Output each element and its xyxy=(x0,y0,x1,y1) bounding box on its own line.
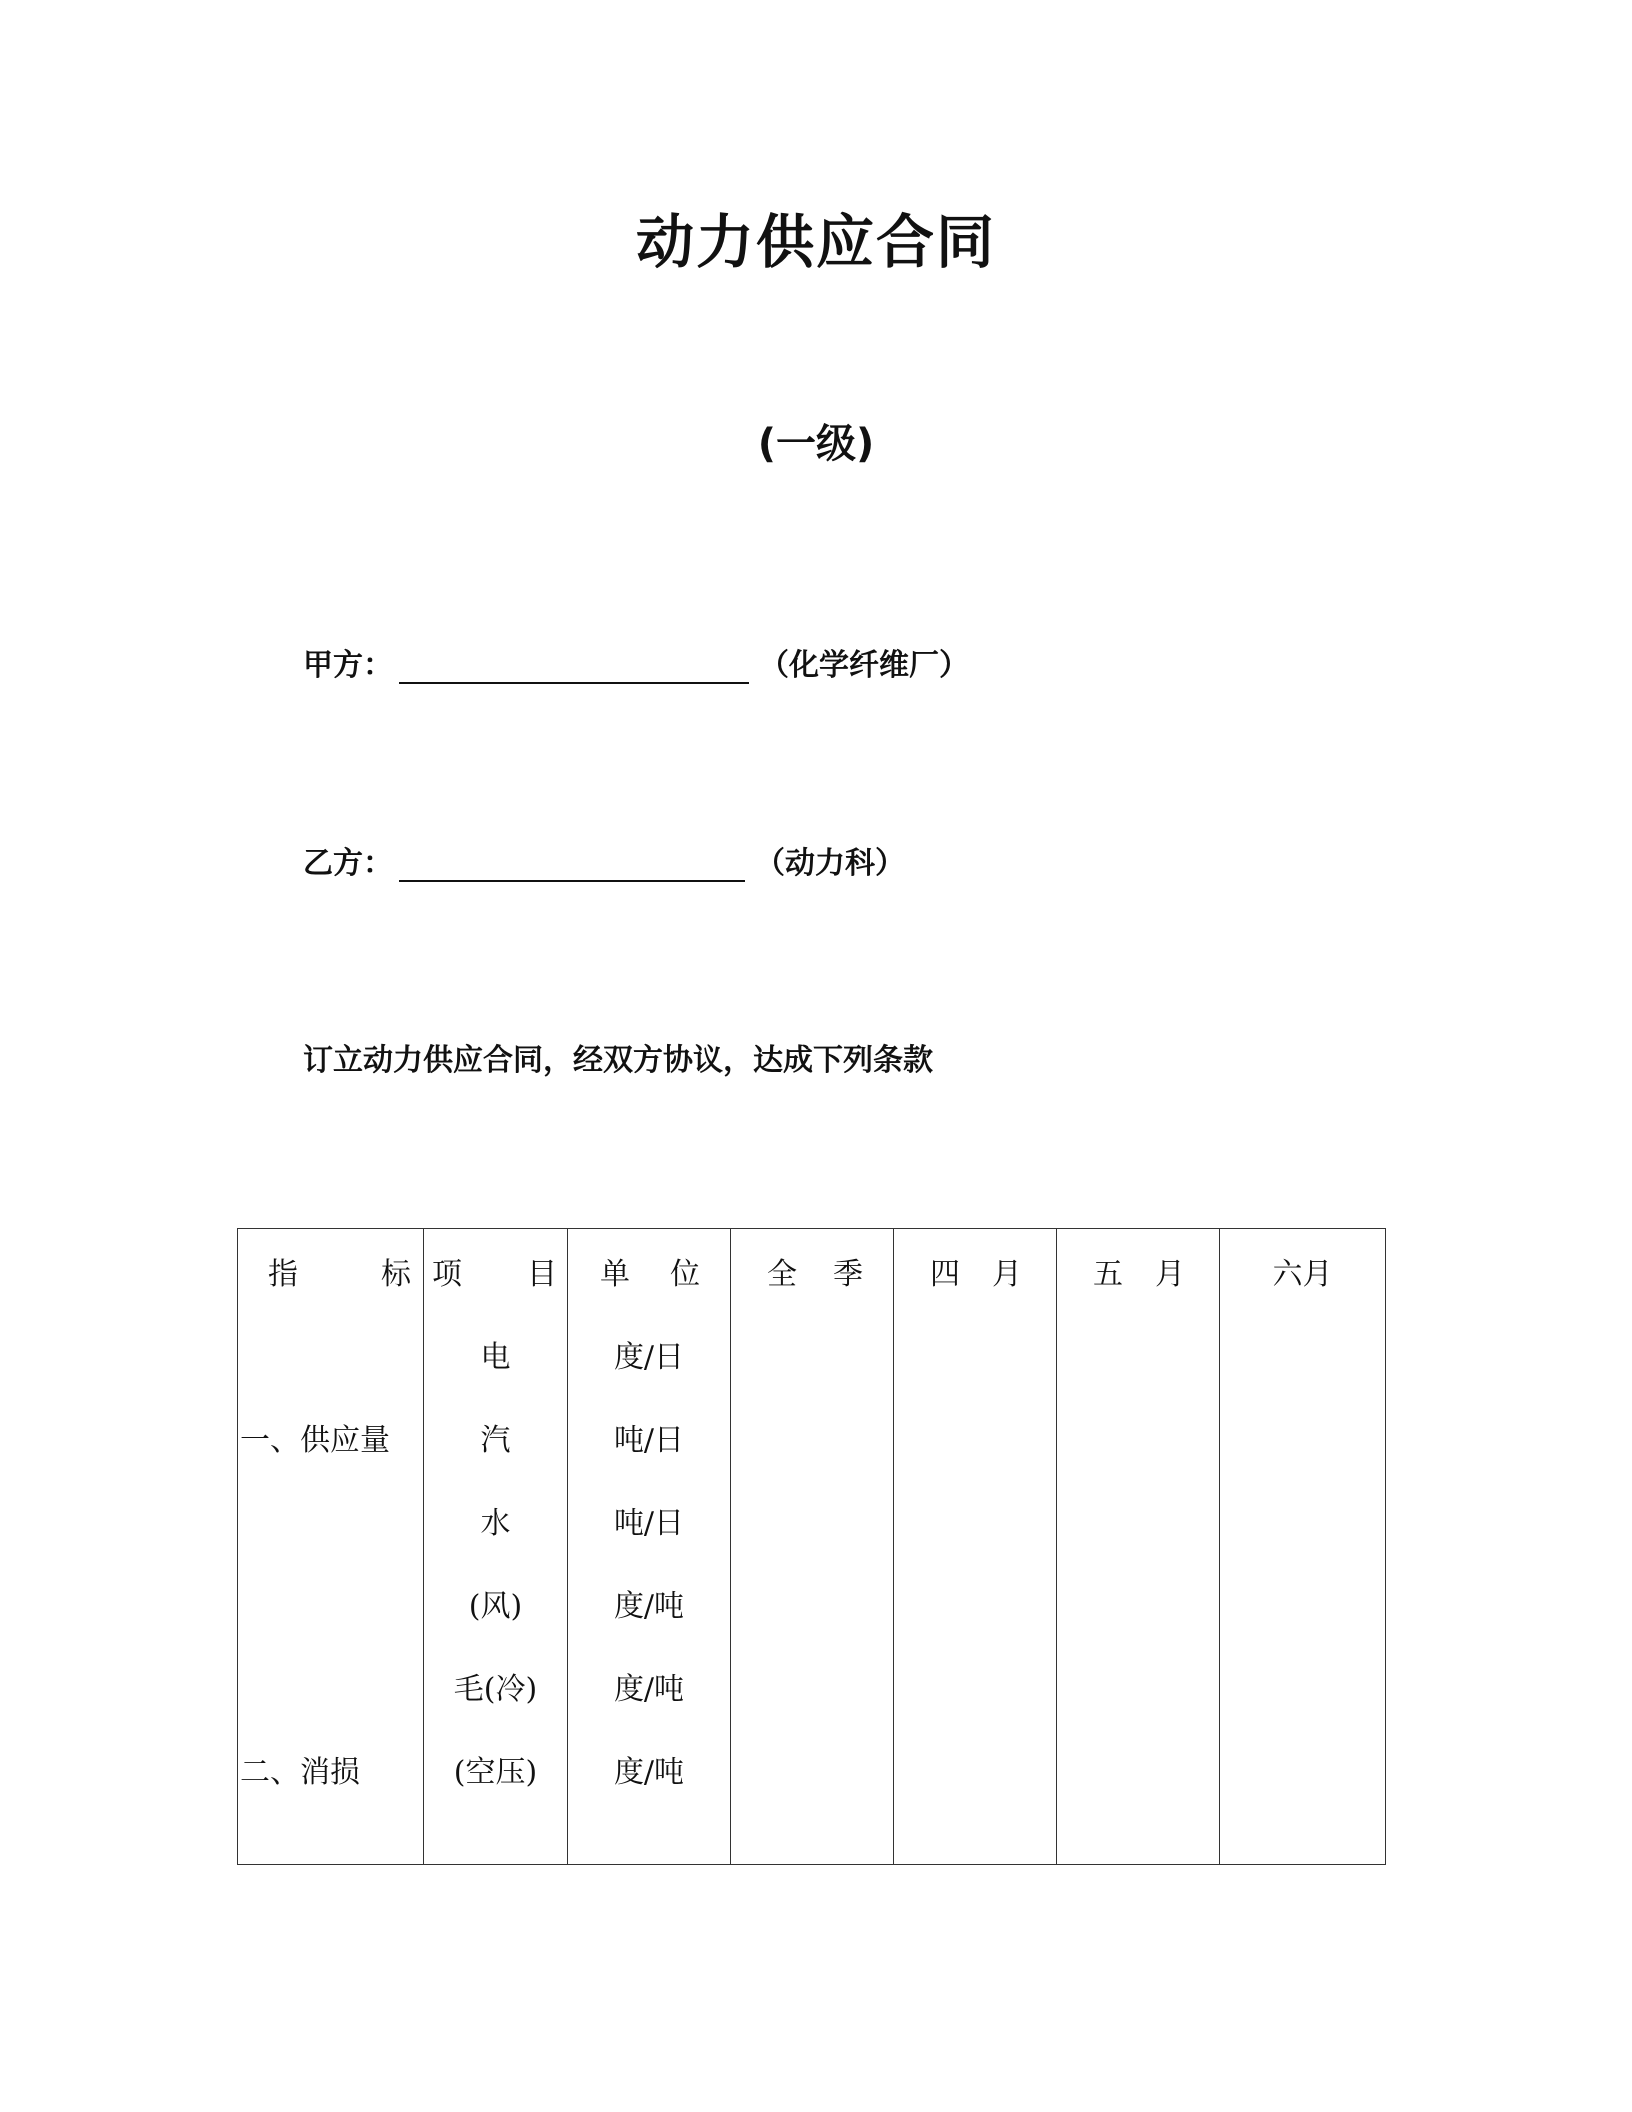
table-row xyxy=(238,1395,1386,1478)
cell-may[interactable] xyxy=(1057,1478,1220,1561)
row-unit: 度/日 xyxy=(568,1312,731,1395)
cell-april[interactable] xyxy=(894,1478,1057,1561)
spacer-cell xyxy=(894,1810,1057,1865)
table-row xyxy=(238,1478,1386,1561)
cell-june[interactable] xyxy=(1220,1644,1386,1727)
spacer-cell xyxy=(731,1810,894,1865)
row-indicator xyxy=(238,1561,424,1644)
spacer-cell xyxy=(238,1810,424,1865)
document-subtitle: (一级) xyxy=(757,421,875,467)
header-quarter xyxy=(731,1229,894,1313)
header-unit-char-2: 位 xyxy=(670,1256,700,1292)
row-indicator: 一、供应量 xyxy=(238,1395,424,1478)
row-item: 水 xyxy=(424,1478,568,1561)
spacer-cell xyxy=(568,1810,731,1865)
header-indicator-char-2: 标 xyxy=(381,1256,411,1292)
header-unit-char-1: 单 xyxy=(600,1256,630,1292)
party-a-label: 甲方： xyxy=(303,648,393,683)
party-b-note: （动力科） xyxy=(755,846,905,881)
cell-may[interactable] xyxy=(1057,1395,1220,1478)
header-quarter-char-2: 季 xyxy=(833,1256,863,1292)
row-item: (空压) xyxy=(424,1727,568,1810)
header-june: 六月 xyxy=(1220,1229,1386,1313)
spacer-cell xyxy=(1057,1810,1220,1865)
cell-april[interactable] xyxy=(894,1727,1057,1810)
row-indicator xyxy=(238,1312,424,1395)
header-april xyxy=(894,1229,1057,1313)
cell-quarter[interactable] xyxy=(731,1312,894,1395)
spacer-cell xyxy=(424,1810,568,1865)
cell-quarter[interactable] xyxy=(731,1727,894,1810)
cell-june[interactable] xyxy=(1220,1727,1386,1810)
spacer-cell xyxy=(1220,1810,1386,1865)
document-title: 动力供应合同 xyxy=(635,208,996,276)
row-unit: 度/吨 xyxy=(568,1561,731,1644)
party-a-line xyxy=(303,640,969,684)
cell-may[interactable] xyxy=(1057,1312,1220,1395)
cell-april[interactable] xyxy=(894,1561,1057,1644)
table-header-row xyxy=(238,1229,1386,1313)
supply-table xyxy=(237,1228,1386,1865)
cell-may[interactable] xyxy=(1057,1561,1220,1644)
row-item: 电 xyxy=(424,1312,568,1395)
party-a-blank-field[interactable] xyxy=(399,646,749,684)
header-item xyxy=(424,1229,568,1313)
header-quarter-char-1: 全 xyxy=(767,1256,797,1292)
cell-june[interactable] xyxy=(1220,1395,1386,1478)
row-item: 汽 xyxy=(424,1395,568,1478)
cell-quarter[interactable] xyxy=(731,1561,894,1644)
party-b-line xyxy=(303,838,905,882)
row-item: 毛(冷) xyxy=(424,1644,568,1727)
cell-may[interactable] xyxy=(1057,1644,1220,1727)
cell-april[interactable] xyxy=(894,1395,1057,1478)
header-may-char-2: 月 xyxy=(1155,1256,1185,1292)
row-unit: 吨/日 xyxy=(568,1395,731,1478)
row-indicator xyxy=(238,1644,424,1727)
header-unit xyxy=(568,1229,731,1313)
table-row xyxy=(238,1727,1386,1810)
intro-text: 订立动力供应合同，经双方协议，达成下列条款 xyxy=(303,1043,933,1078)
header-item-char-1: 项 xyxy=(432,1256,462,1292)
header-april-char-2: 月 xyxy=(992,1256,1022,1292)
cell-april[interactable] xyxy=(894,1312,1057,1395)
row-unit: 吨/日 xyxy=(568,1478,731,1561)
row-unit: 度/吨 xyxy=(568,1644,731,1727)
header-may-char-1: 五 xyxy=(1093,1256,1123,1292)
header-indicator-char-1: 指 xyxy=(268,1256,298,1292)
cell-may[interactable] xyxy=(1057,1727,1220,1810)
cell-quarter[interactable] xyxy=(731,1478,894,1561)
table-bottom-spacer-row xyxy=(238,1810,1386,1865)
party-a-note: （化学纤维厂） xyxy=(759,648,969,683)
row-unit: 度/吨 xyxy=(568,1727,731,1810)
cell-june[interactable] xyxy=(1220,1312,1386,1395)
header-may xyxy=(1057,1229,1220,1313)
cell-quarter[interactable] xyxy=(731,1395,894,1478)
cell-april[interactable] xyxy=(894,1644,1057,1727)
row-indicator: 二、消损 xyxy=(238,1727,424,1810)
party-b-blank-field[interactable] xyxy=(399,844,745,882)
row-indicator xyxy=(238,1478,424,1561)
table-row xyxy=(238,1644,1386,1727)
party-b-label: 乙方： xyxy=(303,846,393,881)
table-row xyxy=(238,1561,1386,1644)
row-item: (风) xyxy=(424,1561,568,1644)
cell-june[interactable] xyxy=(1220,1478,1386,1561)
cell-quarter[interactable] xyxy=(731,1644,894,1727)
header-item-char-2: 目 xyxy=(527,1256,557,1292)
cell-june[interactable] xyxy=(1220,1561,1386,1644)
header-indicator xyxy=(238,1229,424,1313)
header-april-char-1: 四 xyxy=(930,1256,960,1292)
table-row xyxy=(238,1312,1386,1395)
